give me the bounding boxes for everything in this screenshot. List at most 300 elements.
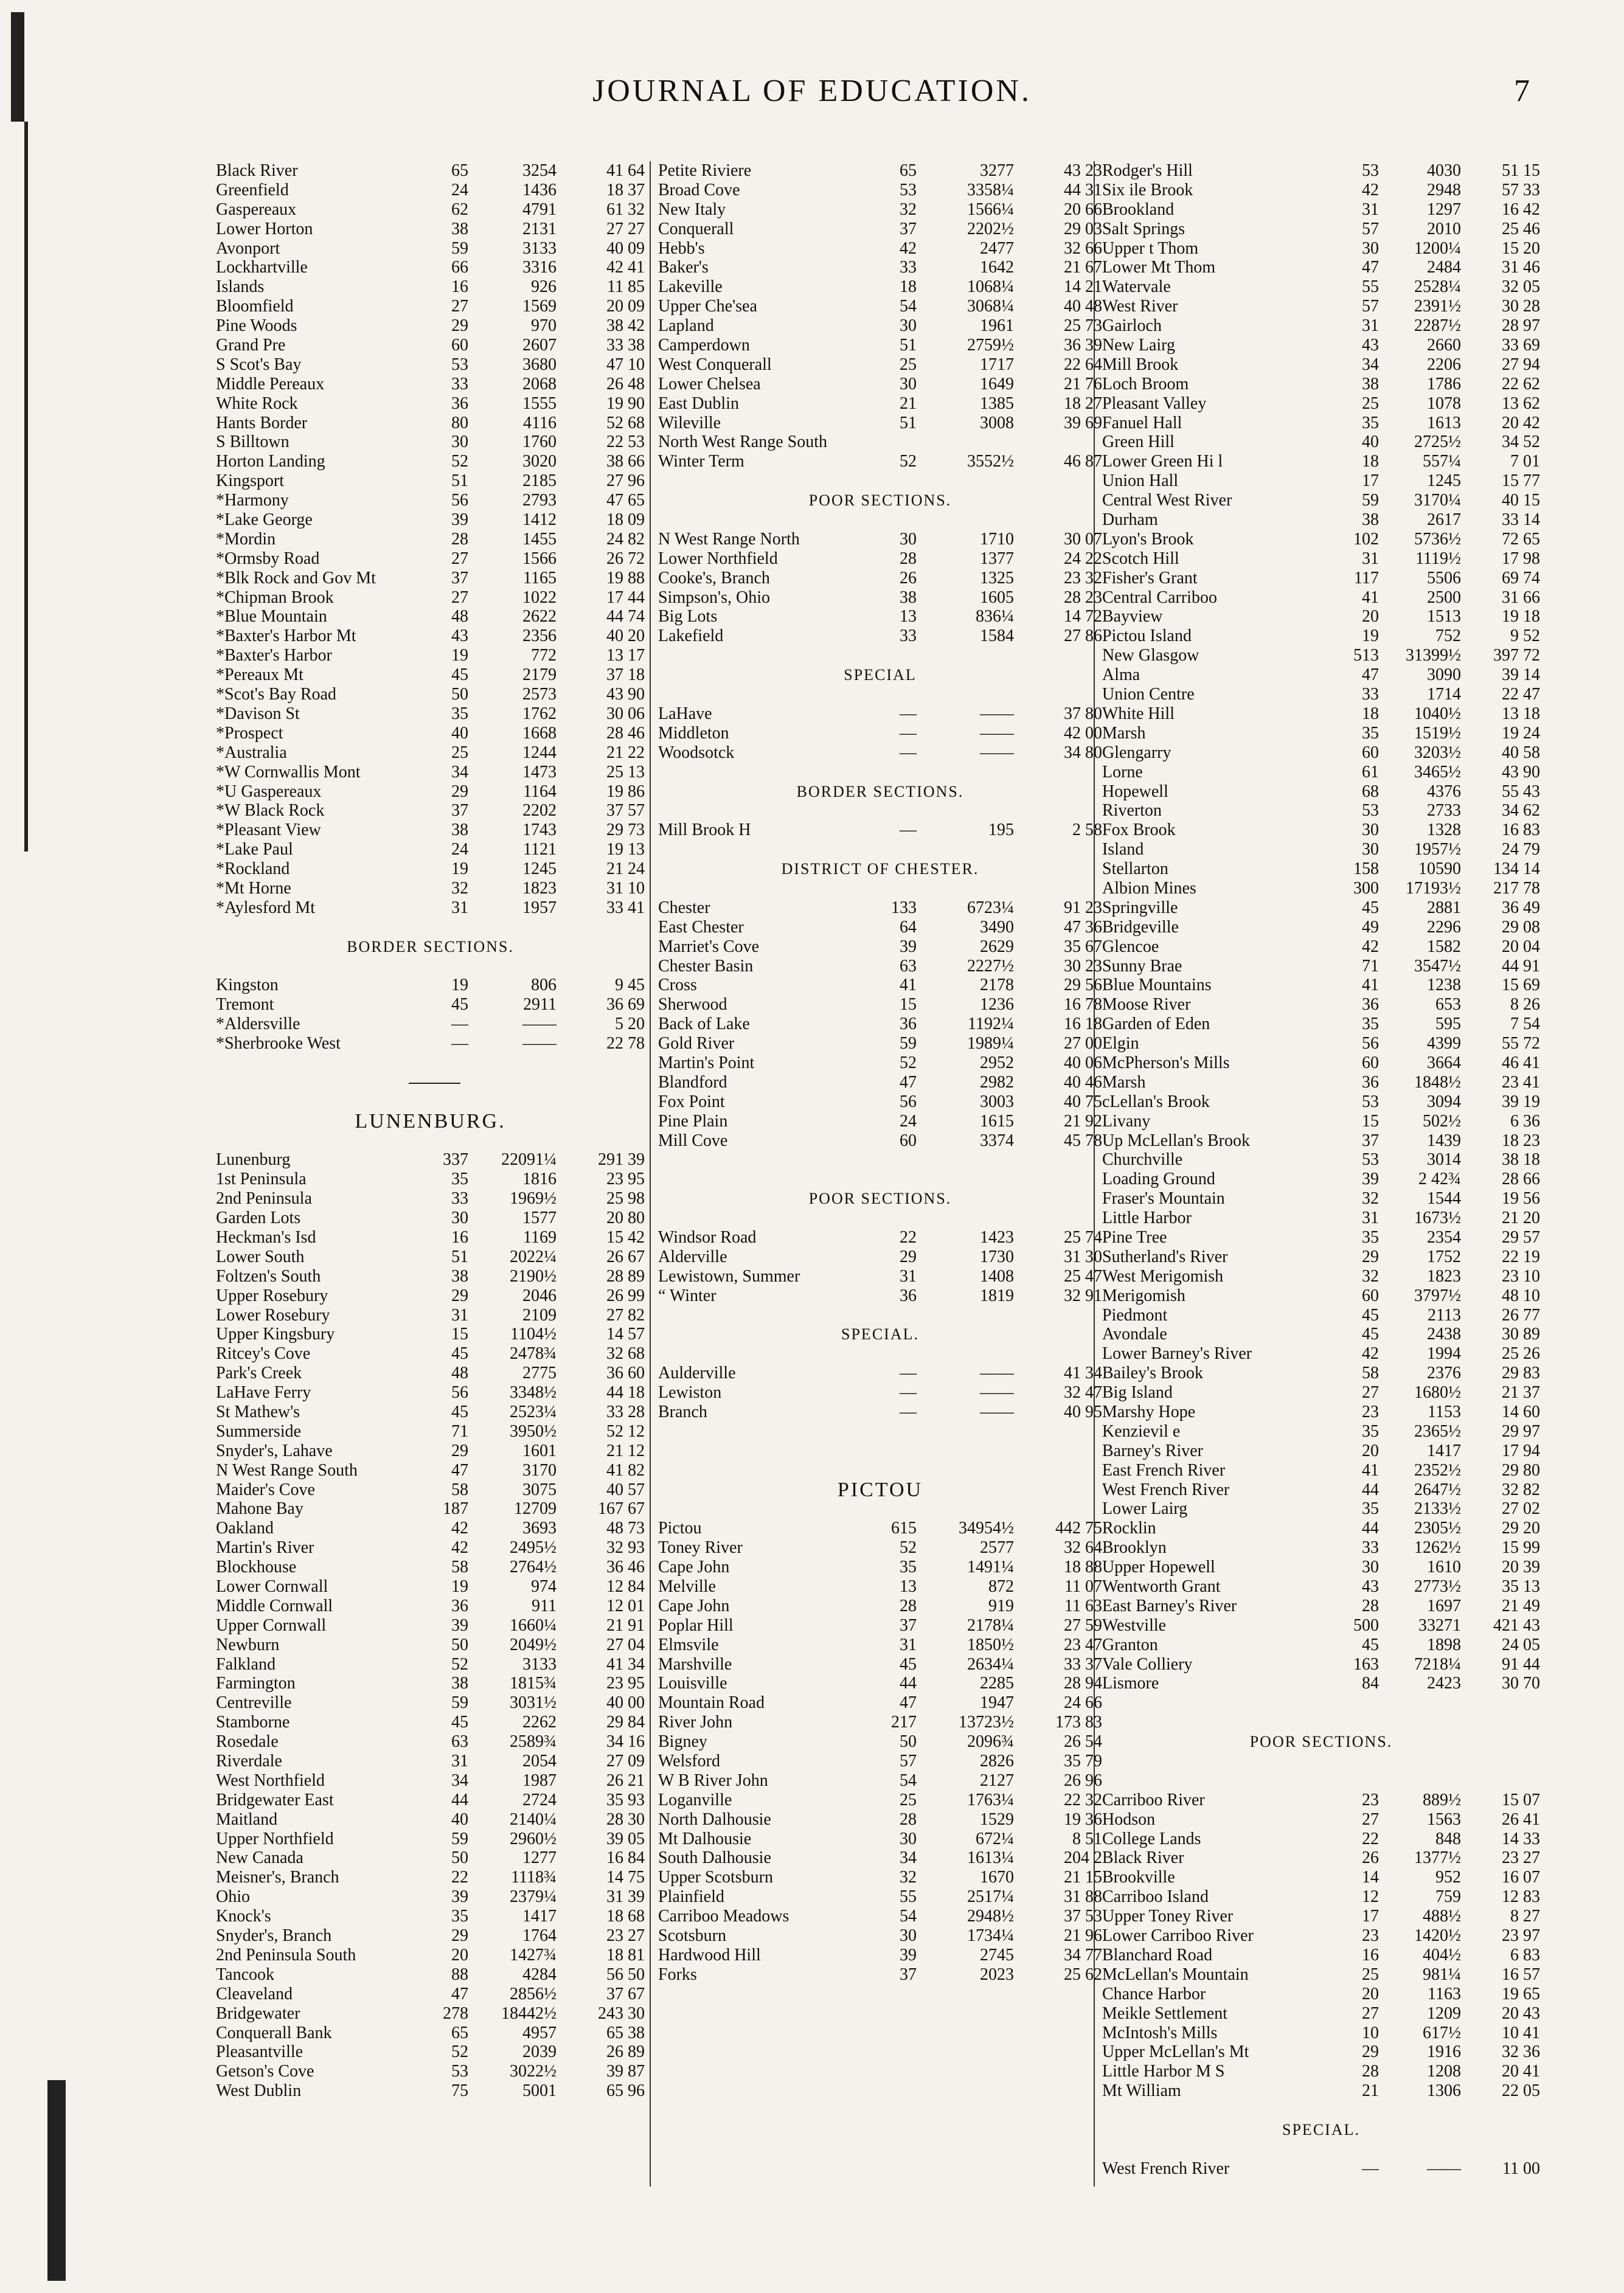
attendance-days: 3552½ <box>967 452 1014 471</box>
table-row <box>216 1830 645 1849</box>
section-heading: LUNENBURG. <box>355 1109 506 1133</box>
section-name: Chester Basin <box>658 956 754 976</box>
table-row <box>216 2004 645 2024</box>
table-row <box>658 1830 1102 1849</box>
table-row <box>1102 471 1540 491</box>
attendance-days: 2379¼ <box>510 1887 557 1907</box>
grant-amount: 20 41 <box>1502 2062 1540 2081</box>
section-name: Hebb's <box>658 238 705 258</box>
teacher-count: 19 <box>451 1577 468 1597</box>
teacher-count: 31 <box>451 1752 468 1771</box>
grant-amount: 29 84 <box>606 1713 645 1732</box>
divider-rule <box>216 1073 645 1092</box>
attendance-days: 2287½ <box>1414 316 1461 336</box>
grant-amount: 37 18 <box>606 665 645 685</box>
table-row <box>658 1732 1102 1752</box>
grant-amount: 17 94 <box>1502 1441 1540 1460</box>
section-name: Fraser's Mountain <box>1102 1189 1225 1209</box>
grant-amount: 15 99 <box>1502 1538 1540 1558</box>
grant-amount: 40 75 <box>1064 1092 1102 1111</box>
teacher-count: 59 <box>451 238 468 258</box>
grant-amount: 204 2 <box>1064 1848 1102 1868</box>
attendance-days: 2391½ <box>1414 297 1461 316</box>
teacher-count: 38 <box>1362 510 1379 530</box>
table-row <box>658 1655 1102 1674</box>
table-row <box>1102 607 1540 626</box>
attendance-days: 13723½ <box>959 1713 1014 1732</box>
teacher-count: 33 <box>1362 1538 1379 1558</box>
spacer <box>658 1209 1102 1228</box>
section-name: Lower Barney's River <box>1102 1344 1252 1364</box>
section-name: Sutherland's River <box>1102 1247 1228 1266</box>
section-name: Lockhartville <box>216 258 308 277</box>
spacer <box>216 1053 645 1073</box>
section-name: *Lake Paul <box>216 840 293 859</box>
spacer <box>216 1131 645 1151</box>
section-name: “ Winter <box>658 1286 717 1305</box>
attendance-days: 2607 <box>522 336 557 355</box>
grant-amount: 34 77 <box>1064 1945 1102 1965</box>
section-name: West French River <box>1102 2159 1230 2178</box>
attendance-days: 2629 <box>980 937 1014 956</box>
section-heading: POOR SECTIONS. <box>808 491 952 510</box>
attendance-days: 617½ <box>1423 2023 1461 2042</box>
grant-amount: 8 27 <box>1510 1907 1540 1926</box>
grant-amount: 13 62 <box>1502 394 1540 413</box>
table-row <box>658 569 1102 588</box>
teacher-count: 57 <box>900 1752 917 1771</box>
teacher-count: 30 <box>1362 840 1379 859</box>
table-row <box>216 1752 645 1771</box>
section-name: Blue Mountains <box>1102 976 1212 995</box>
grant-amount: 36 39 <box>1064 336 1102 355</box>
section-name: East French River <box>1102 1460 1226 1480</box>
teacher-count: 50 <box>900 1732 917 1752</box>
teacher-count: 30 <box>451 1209 468 1228</box>
attendance-days: 2023 <box>980 1965 1014 1984</box>
section-name: Bloomfield <box>216 297 294 316</box>
teacher-count: 42 <box>900 238 917 258</box>
teacher-count: 20 <box>451 1945 468 1965</box>
section-name: Bridgeville <box>1102 917 1179 937</box>
teacher-count: 47 <box>1362 665 1379 685</box>
attendance-days: 3490 <box>980 917 1014 937</box>
section-name: Meisner's, Branch <box>216 1868 339 1887</box>
attendance-days: 1277 <box>522 1848 557 1868</box>
table-row <box>658 1286 1102 1306</box>
grant-amount: 55 72 <box>1502 1034 1540 1053</box>
teacher-count: — <box>900 1364 917 1383</box>
grant-amount: 40 57 <box>606 1480 645 1499</box>
teacher-count: 56 <box>451 491 468 510</box>
grant-amount: 20 66 <box>1064 199 1102 219</box>
attendance-days: 3797½ <box>1414 1286 1461 1305</box>
table-row <box>1102 1965 1540 1985</box>
grant-amount: 61 32 <box>606 199 645 219</box>
table-row <box>1102 2062 1540 2081</box>
teacher-count: 34 <box>900 1848 917 1868</box>
attendance-days: 3277 <box>980 161 1014 180</box>
column-3 <box>1102 161 1540 2187</box>
grant-amount: 21 49 <box>1502 1596 1540 1615</box>
table-row <box>216 2062 645 2081</box>
grant-amount: 18 23 <box>1502 1131 1540 1150</box>
table-row <box>1102 1577 1540 1597</box>
section-name: Grand Pre <box>216 336 286 355</box>
table-row <box>216 1422 645 1441</box>
grant-amount: 24 05 <box>1502 1635 1540 1654</box>
attendance-days: 1040½ <box>1414 704 1461 723</box>
grant-amount: 57 33 <box>1502 180 1540 199</box>
table-row <box>1102 220 1540 239</box>
teacher-count: 38 <box>451 219 468 238</box>
section-name: Bridgewater East <box>216 1790 334 1809</box>
teacher-count: 59 <box>451 1829 468 1848</box>
table-row <box>216 646 645 665</box>
attendance-days: 1786 <box>1427 374 1461 394</box>
table-row <box>216 1577 645 1597</box>
attendance-days: 2131 <box>522 219 557 238</box>
teacher-count: 24 <box>451 840 468 859</box>
table-row <box>658 1112 1102 1131</box>
teacher-count: 37 <box>900 1615 917 1635</box>
table-row <box>1102 1830 1540 1849</box>
attendance-days: 3133 <box>522 1654 557 1674</box>
teacher-count: 60 <box>1362 743 1379 762</box>
table-row <box>658 1926 1102 1946</box>
table-row <box>1102 1325 1540 1344</box>
teacher-count: 30 <box>1362 1558 1379 1577</box>
attendance-days: 1519½ <box>1414 723 1461 743</box>
table-row <box>1102 957 1540 976</box>
grant-amount: 11 00 <box>1502 2159 1540 2178</box>
section-name: Lapland <box>658 316 714 336</box>
table-row <box>1102 375 1540 394</box>
table-row <box>1102 1112 1540 1131</box>
grant-amount: 41 64 <box>606 161 645 180</box>
teacher-count: 13 <box>900 607 917 626</box>
teacher-count: 29 <box>900 1247 917 1266</box>
table-row <box>216 1499 645 1519</box>
grant-amount: 173 83 <box>1055 1713 1102 1732</box>
section-name: White Hill <box>1102 704 1175 723</box>
attendance-days: 2617 <box>1427 510 1461 530</box>
section-name: Bridgewater <box>216 2003 300 2023</box>
section-name: Six ile Brook <box>1102 180 1193 199</box>
grant-amount: 23 27 <box>1502 1848 1540 1868</box>
attendance-days: —— <box>522 1015 557 1034</box>
section-name: Upper Toney River <box>1102 1907 1234 1926</box>
grant-amount: 32 47 <box>1064 1383 1102 1403</box>
section-name: Springville <box>1102 898 1178 917</box>
attendance-days: 1412 <box>522 510 557 530</box>
grant-amount: 31 46 <box>1502 258 1540 277</box>
attendance-days: 4284 <box>522 1965 557 1984</box>
teacher-count: 71 <box>1362 956 1379 976</box>
grant-amount: 16 78 <box>1064 995 1102 1015</box>
grant-amount: 72 65 <box>1502 529 1540 549</box>
teacher-count: 23 <box>1362 1790 1379 1809</box>
section-name: Marshville <box>658 1654 732 1674</box>
table-row <box>1102 918 1540 937</box>
table-row <box>1102 277 1540 297</box>
attendance-days: 2495½ <box>510 1538 557 1558</box>
section-name: *Chipman Brook <box>216 588 334 607</box>
table-row <box>216 1732 645 1752</box>
grant-amount: 25 26 <box>1502 1344 1540 1364</box>
section-heading: BORDER SECTIONS. <box>796 782 964 800</box>
teacher-count: 35 <box>1362 723 1379 743</box>
section-name: Big Lots <box>658 607 718 626</box>
attendance-days: 1947 <box>980 1693 1014 1713</box>
teacher-count: 53 <box>1362 161 1379 180</box>
attendance-days: 3170¼ <box>1414 491 1461 510</box>
grant-amount: 13 17 <box>606 646 645 665</box>
table-row <box>658 220 1102 239</box>
table-row <box>658 898 1102 918</box>
table-row <box>216 510 645 530</box>
teacher-count: 24 <box>900 1111 917 1131</box>
teacher-count: 32 <box>451 878 468 898</box>
grant-amount: 30 23 <box>1064 956 1102 976</box>
spacer <box>1102 1713 1540 1732</box>
teacher-count: 34 <box>451 762 468 782</box>
teacher-count: 60 <box>900 1131 917 1150</box>
grant-amount: 45 78 <box>1064 1131 1102 1150</box>
attendance-days: 31399½ <box>1406 646 1461 665</box>
teacher-count: 45 <box>1362 898 1379 917</box>
attendance-days: 1961 <box>980 316 1014 336</box>
table-row <box>216 976 645 995</box>
grant-amount: 36 60 <box>606 1364 645 1383</box>
attendance-days: —— <box>980 743 1014 762</box>
attendance-days: 1762 <box>522 704 557 723</box>
table-row <box>658 957 1102 976</box>
section-name: Salt Springs <box>1102 219 1185 238</box>
attendance-days: 12709 <box>514 1499 557 1519</box>
section-name: Knock's <box>216 1907 271 1926</box>
grant-amount: 18 09 <box>606 510 645 530</box>
attendance-days: 2 42¾ <box>1418 1170 1461 1189</box>
attendance-days: 3950½ <box>510 1421 557 1441</box>
table-row <box>216 840 645 859</box>
grant-amount: 40 15 <box>1502 491 1540 510</box>
table-row <box>216 743 645 763</box>
section-name: Lismore <box>1102 1674 1159 1693</box>
teacher-count: 22 <box>451 1868 468 1887</box>
grant-amount: 37 67 <box>606 1984 645 2003</box>
grant-amount: 65 96 <box>606 2081 645 2101</box>
teacher-count: 23 <box>1362 1926 1379 1946</box>
attendance-days: 974 <box>531 1577 557 1597</box>
teacher-count: 30 <box>900 1829 917 1848</box>
attendance-days: 1104½ <box>510 1325 557 1344</box>
section-name: Ohio <box>216 1887 250 1907</box>
grant-amount: 32 82 <box>1502 1480 1540 1499</box>
grant-amount: 31 10 <box>606 878 645 898</box>
table-row <box>216 685 645 704</box>
teacher-count: 35 <box>451 1170 468 1189</box>
table-row <box>216 1228 645 1247</box>
attendance-days: 3031½ <box>510 1693 557 1713</box>
attendance-days: 1473 <box>522 762 557 782</box>
teacher-count: 29 <box>451 1926 468 1946</box>
table-row <box>1102 1344 1540 1364</box>
table-row <box>216 607 645 626</box>
attendance-days: 2262 <box>522 1713 557 1732</box>
grant-amount: 12 84 <box>606 1577 645 1597</box>
spacer <box>1102 2140 1540 2159</box>
teacher-count: 36 <box>451 1596 468 1615</box>
table-row <box>1102 297 1540 316</box>
teacher-count: 56 <box>900 1092 917 1111</box>
attendance-days: 2179 <box>522 665 557 685</box>
grant-amount: 33 69 <box>1502 336 1540 355</box>
section-name: White Rock <box>216 394 298 413</box>
section-name: North West Range South <box>658 432 827 452</box>
grant-amount: 18 68 <box>606 1907 645 1926</box>
section-name: Bigney <box>658 1732 707 1752</box>
attendance-days: 1325 <box>980 568 1014 588</box>
teacher-count: 40 <box>1362 432 1379 452</box>
attendance-days: 1584 <box>980 626 1014 646</box>
attendance-days: 1987 <box>522 1771 557 1790</box>
section-name: Alma <box>1102 665 1140 685</box>
grant-amount: 34 52 <box>1502 432 1540 452</box>
attendance-days: 502½ <box>1423 1111 1461 1131</box>
table-row <box>658 375 1102 394</box>
attendance-days: 2096¾ <box>967 1732 1014 1752</box>
section-name: New Canada <box>216 1848 304 1868</box>
teacher-count: 20 <box>1362 1441 1379 1460</box>
teacher-count: 337 <box>443 1150 468 1170</box>
grant-amount: 23 95 <box>606 1170 645 1189</box>
attendance-days: 759 <box>1435 1887 1461 1907</box>
teacher-count: 32 <box>1362 1189 1379 1209</box>
attendance-days: 653 <box>1435 995 1461 1015</box>
teacher-count: 30 <box>900 529 917 549</box>
section-heading: POOR SECTIONS. <box>808 1190 952 1208</box>
section-name: Stellarton <box>1102 859 1168 879</box>
attendance-days: 1262½ <box>1414 1538 1461 1558</box>
table-row <box>1102 1364 1540 1383</box>
section-name: Lower South <box>216 1247 305 1266</box>
table-row <box>216 569 645 588</box>
teacher-count: 500 <box>1353 1615 1379 1635</box>
grant-amount: 32 68 <box>606 1344 645 1364</box>
grant-amount: 29 97 <box>1502 1421 1540 1441</box>
section-name: W B River John <box>658 1771 768 1790</box>
table-row <box>1102 1267 1540 1286</box>
table-row <box>216 414 645 433</box>
section-name: New Italy <box>658 199 726 219</box>
teacher-count: 53 <box>1362 801 1379 820</box>
grant-amount: 16 83 <box>1502 820 1540 840</box>
grant-amount: 20 09 <box>606 297 645 316</box>
attendance-days: 2133½ <box>1414 1499 1461 1519</box>
table-row <box>658 1791 1102 1810</box>
teacher-count: 50 <box>451 1635 468 1654</box>
section-heading: POOR SECTIONS. <box>1249 1733 1393 1751</box>
table-row <box>216 1267 645 1286</box>
attendance-days: 2178¼ <box>967 1615 1014 1635</box>
attendance-days: 1760 <box>522 432 557 452</box>
table-row <box>216 258 645 277</box>
section-name: Upper Kingsbury <box>216 1325 335 1344</box>
teacher-count: 28 <box>1362 2062 1379 2081</box>
attendance-days: 1569 <box>522 297 557 316</box>
section-heading: PICTOU <box>837 1478 923 1501</box>
section-name: Union Hall <box>1102 471 1179 491</box>
attendance-days: 2500 <box>1427 588 1461 607</box>
attendance-days: 1697 <box>1427 1596 1461 1615</box>
teacher-count: 39 <box>451 1615 468 1635</box>
table-row <box>658 626 1102 646</box>
section-name: Barney's River <box>1102 1441 1204 1460</box>
grant-amount: 41 34 <box>606 1654 645 1674</box>
table-row <box>216 782 645 802</box>
section-name: Cross <box>658 976 697 995</box>
table-row <box>658 1383 1102 1403</box>
attendance-days: 2190½ <box>510 1266 557 1286</box>
section-name: Ritcey's Cove <box>216 1344 311 1364</box>
table-row <box>658 297 1102 316</box>
table-row <box>216 491 645 510</box>
attendance-days: 889½ <box>1423 1790 1461 1809</box>
teacher-count: 15 <box>451 1325 468 1344</box>
spacer <box>658 1306 1102 1325</box>
grant-amount: 39 05 <box>606 1829 645 1848</box>
table-row <box>658 1771 1102 1791</box>
table-row <box>216 161 645 181</box>
grant-amount: 33 28 <box>606 1403 645 1421</box>
spacer <box>658 840 1102 859</box>
attendance-days: 2724 <box>522 1790 557 1809</box>
section-name: Garden Lots <box>216 1209 301 1228</box>
section-name: *Scot's Bay Road <box>216 685 336 704</box>
attendance-days: 1819 <box>980 1286 1014 1305</box>
table-row <box>658 239 1102 258</box>
section-name: Granton <box>1102 1635 1158 1654</box>
attendance-days: 18442½ <box>501 2003 557 2023</box>
attendance-days: 1566 <box>522 549 557 568</box>
table-row <box>1102 820 1540 840</box>
teacher-count: 42 <box>451 1519 468 1538</box>
attendance-days: 1680½ <box>1414 1383 1461 1403</box>
teacher-count: — <box>900 723 917 743</box>
teacher-count: 39 <box>900 1945 917 1965</box>
section-name: Mahone Bay <box>216 1499 304 1519</box>
section-name: 2nd Peninsula South <box>216 1945 356 1965</box>
section-name: East Dublin <box>658 394 739 413</box>
table-row <box>216 1791 645 1810</box>
grant-amount: 40 58 <box>1502 743 1540 762</box>
table-row <box>658 1907 1102 1926</box>
section-name: Petite Riviere <box>658 161 752 180</box>
teacher-count: — <box>900 743 917 762</box>
table-row <box>216 1325 645 1344</box>
table-row <box>1102 937 1540 957</box>
teacher-count: 19 <box>451 976 468 995</box>
section-name: New Lairg <box>1102 336 1175 355</box>
section-name: Island <box>1102 840 1144 859</box>
teacher-count: 58 <box>451 1480 468 1499</box>
teacher-count: 117 <box>1354 568 1379 588</box>
grant-amount: 38 18 <box>1502 1150 1540 1170</box>
teacher-count: 31 <box>1362 1209 1379 1228</box>
table-row <box>658 1247 1102 1267</box>
attendance-days: 2039 <box>522 2042 557 2062</box>
